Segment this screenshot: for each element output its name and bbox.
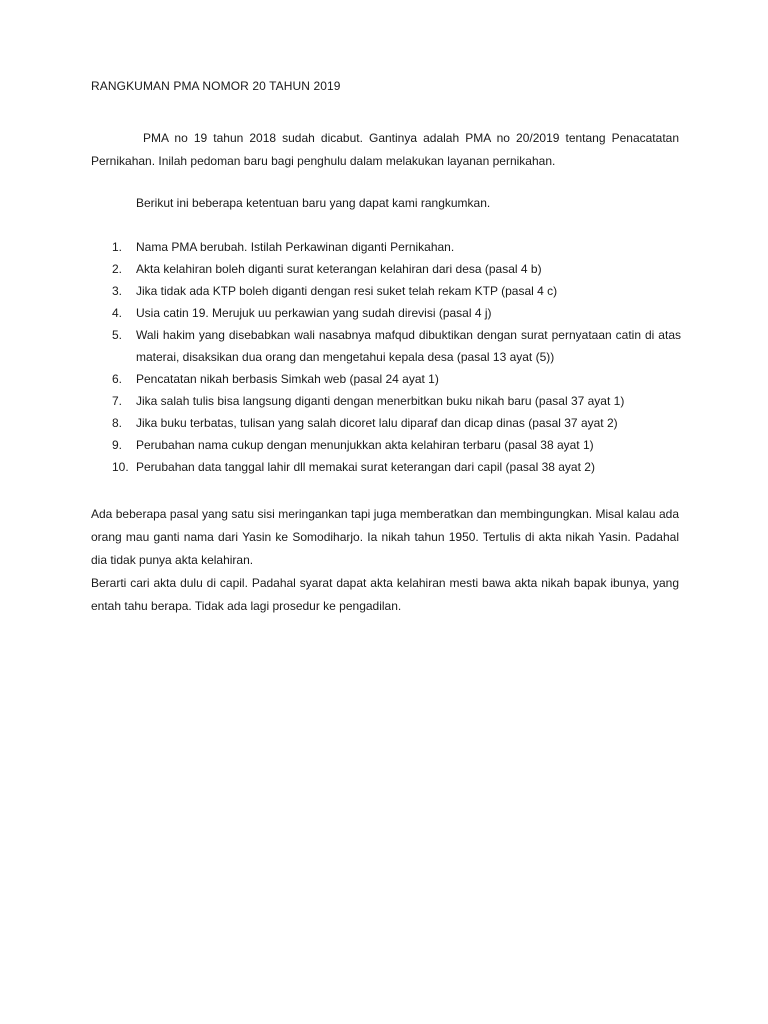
list-item-text: Perubahan data tanggal lahir dll memakai surat keterangan dari capil (pasal 38 ayat 2) — [136, 460, 595, 474]
list-item-number: 9. — [112, 438, 123, 452]
list-item-text: Akta kelahiran boleh diganti surat keterangan kelahiran dari desa (pasal 4 b) — [136, 262, 542, 276]
list-item-text: Jika buku terbatas, tulisan yang salah dicoret lalu diparaf dan dicap dinas (pasal 37 ayat 2) — [136, 416, 618, 430]
list-item-text: Perubahan nama cukup dengan menunjukkan akta kelahiran terbaru (pasal 38 ayat 1) — [136, 438, 594, 452]
list-item-number: 1. — [112, 240, 123, 254]
list-item-number: 8. — [112, 416, 123, 430]
list-item-text: Jika tidak ada KTP boleh diganti dengan resi suket telah rekam KTP (pasal 4 c) — [136, 284, 558, 298]
list-item — [91, 258, 681, 280]
list-item-number: 3. — [112, 284, 123, 298]
document-title: RANGKUMAN PMA NOMOR 20 TAHUN 2019 — [91, 79, 341, 93]
list-item — [91, 324, 681, 368]
closing-paragraph: Berarti cari akta dulu di capil. Padahal syarat dapat akta kelahiran mesti bawa akta nikah bapak ibunya, yang entah tahu berapa. Tidak ada lagi prosedur ke pengadilan. — [91, 576, 679, 613]
list-item-number: 10. — [112, 460, 129, 474]
list-item — [91, 302, 681, 324]
list-item — [91, 236, 681, 258]
list-item-text: Wali hakim yang disebabkan wali nasabnya mafqud dibuktikan dengan surat pernyataan catin di atas materai, disaksikan dua orang dan mengetahui kepala desa (pasal 13 ayat (5)) — [136, 328, 681, 364]
list-item-text: Nama PMA berubah. Istilah Perkawinan diganti Pernikahan. — [136, 240, 455, 254]
closing-paragraph: Ada beberapa pasal yang satu sisi meringankan tapi juga memberatkan dan membingungkan. Misal kalau ada orang mau ganti nama dari Yasin ke Somodiharjo. Ia nikah tahun 1950. Tertulis di akta nikah Yasin. Padahal dia tidak punya akta kelahiran. — [91, 507, 679, 567]
list-item — [91, 390, 681, 412]
list-item — [91, 412, 681, 434]
list-item-number: 7. — [112, 394, 123, 408]
intro-paragraph: PMA no 19 tahun 2018 sudah dicabut. Gantinya adalah PMA no 20/2019 tentang Penacatatan Pernikahan. Inilah pedoman baru bagi penghulu dalam melakukan layanan pernikahan. — [91, 131, 679, 168]
closing-section — [91, 503, 679, 618]
list-item — [91, 456, 681, 478]
list-item-number: 4. — [112, 306, 123, 320]
list-item — [91, 368, 681, 390]
list-item-number: 2. — [112, 262, 123, 276]
list-item — [91, 280, 681, 302]
list-item-text: Pencatatan nikah berbasis Simkah web (pasal 24 ayat 1) — [136, 372, 439, 386]
list-item-text: Usia catin 19. Merujuk uu perkawian yang sudah direvisi (pasal 4 j) — [136, 306, 492, 320]
list-item — [91, 434, 681, 456]
list-item-number: 5. — [112, 328, 123, 342]
lead-sentence: Berikut ini beberapa ketentuan baru yang dapat kami rangkumkan. — [136, 196, 491, 210]
list-item-number: 6. — [112, 372, 123, 386]
list-item-text: Jika salah tulis bisa langsung diganti dengan menerbitkan buku nikah baru (pasal 37 ayat 1) — [136, 394, 625, 408]
provisions-list — [91, 236, 681, 478]
